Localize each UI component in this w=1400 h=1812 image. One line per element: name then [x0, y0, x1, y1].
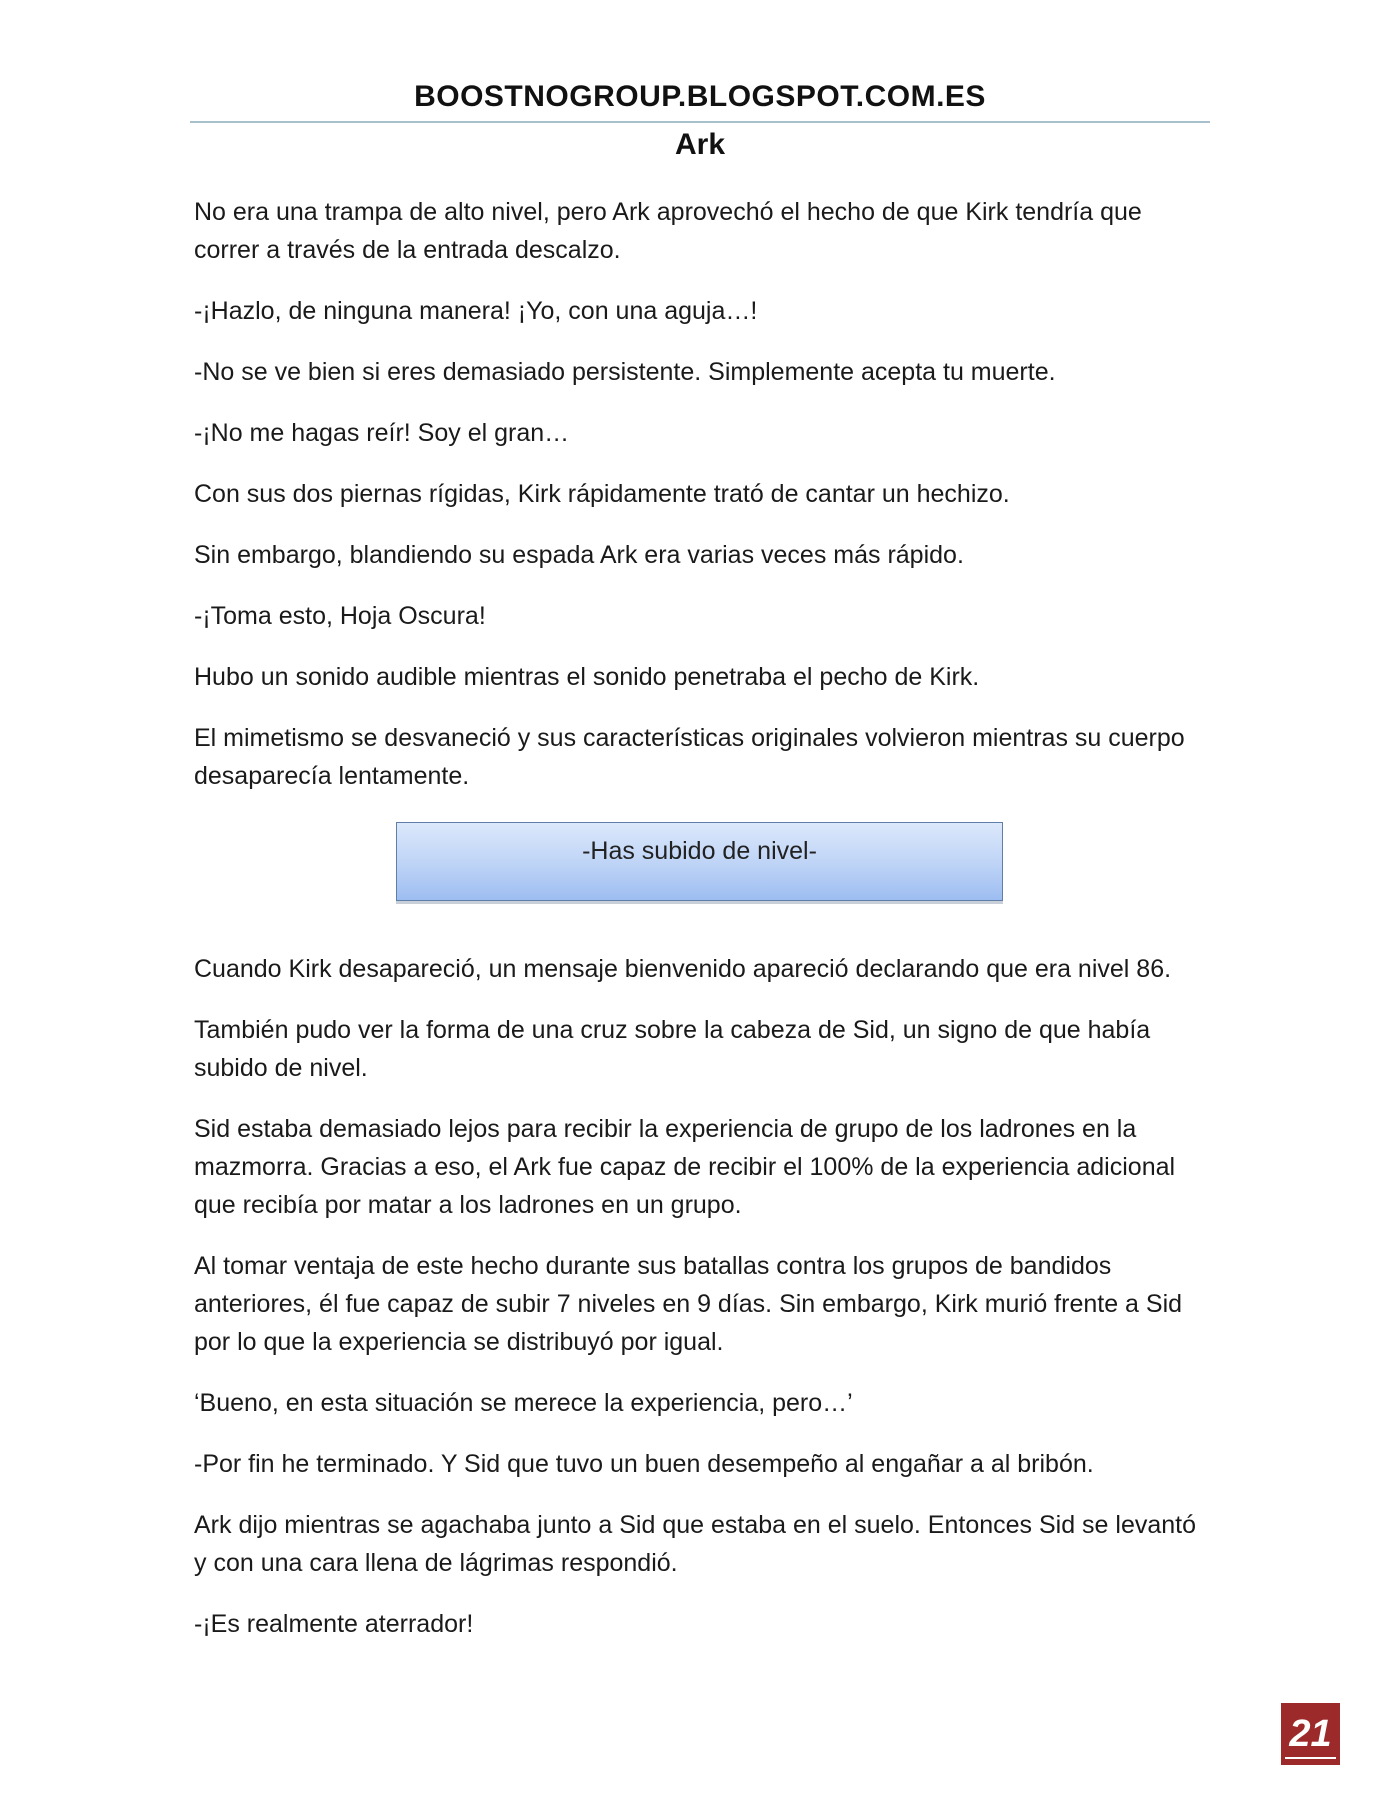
paragraph: -¡Es realmente aterrador!: [194, 1610, 474, 1638]
header-site-name: BOOSTNOGROUP.BLOGSPOT.COM.ES: [414, 80, 986, 113]
paragraph: -No se ve bien si eres demasiado persistente. Simplemente acepta tu muerte.: [194, 358, 1056, 386]
paragraph: Hubo un sonido audible mientras el sonido penetraba el pecho de Kirk.: [194, 663, 980, 691]
paragraph: -Por fin he terminado. Y Sid que tuvo un buen desempeño al engañar a al bribón.: [194, 1450, 1094, 1478]
paragraph: -¡Toma esto, Hoja Oscura!: [194, 602, 486, 630]
paragraph: Sin embargo, blandiendo su espada Ark era varias veces más rápido.: [194, 541, 964, 569]
body-text: [194, 193, 1206, 1666]
level-up-notification: -Has subido de nivel-: [396, 822, 1003, 901]
chapter-title: Ark: [674, 128, 726, 161]
paragraph: Sid estaba demasiado lejos para recibir la experiencia de grupo de los ladrones en la mazmorra. Gracias a eso, el Ark fue capaz de recibir el 100% de la experiencia adicional que recibía por matar a los ladrones en un grupo.: [194, 1115, 1176, 1219]
paragraph: No era una trampa de alto nivel, pero Ark aprovechó el hecho de que Kirk tendría que correr a través de la entrada descalzo.: [194, 198, 1142, 264]
paragraph: -¡Hazlo, de ninguna manera! ¡Yo, con una aguja…!: [194, 297, 758, 325]
paragraph: También pudo ver la forma de una cruz sobre la cabeza de Sid, un signo de que había subido de nivel.: [194, 1016, 1151, 1082]
paragraph: ‘Bueno, en esta situación se merece la experiencia, pero…’: [194, 1389, 853, 1417]
paragraph: Ark dijo mientras se agachaba junto a Sid que estaba en el suelo. Entonces Sid se levantó y con una cara llena de lágrimas respondió.: [194, 1511, 1197, 1577]
paragraph: Al tomar ventaja de este hecho durante sus batallas contra los grupos de bandidos anteriores, él fue capaz de subir 7 niveles en 9 días. Sin embargo, Kirk murió frente a Sid por lo que la experiencia se distribuyó por igual.: [194, 1252, 1183, 1356]
header-divider: [190, 121, 1210, 123]
paragraph: Cuando Kirk desapareció, un mensaje bienvenido apareció declarando que era nivel 86.: [194, 955, 1172, 983]
paragraph: El mimetismo se desvaneció y sus características originales volvieron mientras su cuerpo desaparecía lentamente.: [194, 724, 1185, 790]
paragraph: Con sus dos piernas rígidas, Kirk rápidamente trató de cantar un hechizo.: [194, 480, 1010, 508]
paragraph: -¡No me hagas reír! Soy el gran…: [194, 419, 570, 447]
page-number: 21: [1281, 1703, 1340, 1765]
